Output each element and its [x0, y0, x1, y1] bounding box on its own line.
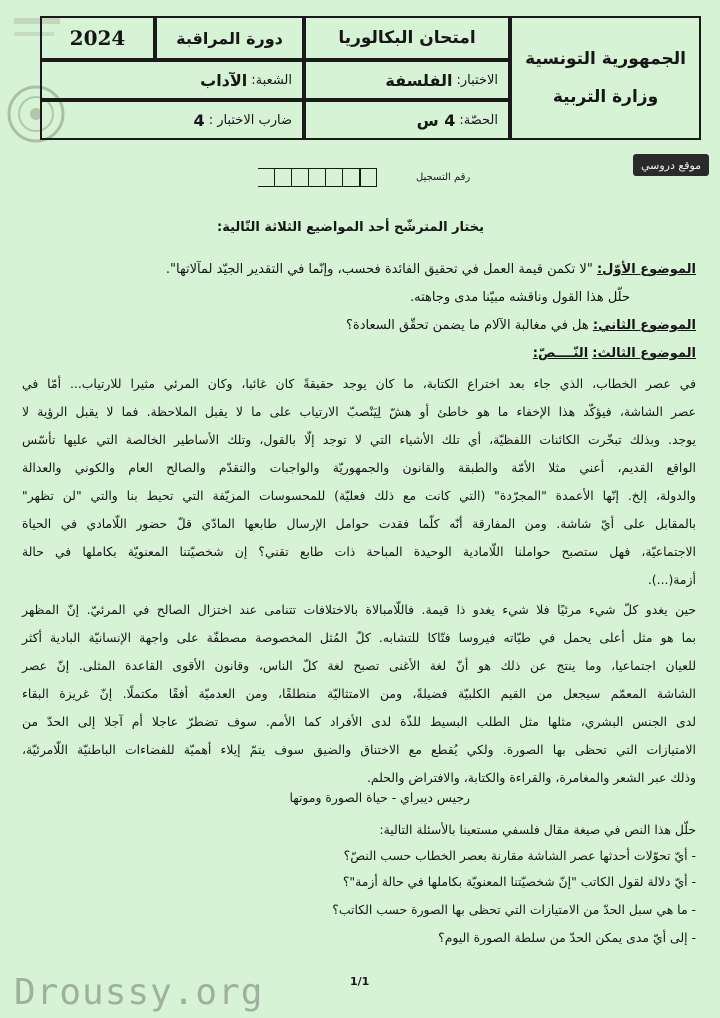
registration-boxes[interactable] — [258, 168, 377, 187]
duration-value: 4 س — [416, 110, 456, 130]
text-source: رجيس ديبراي - حياة الصورة وموتها — [289, 790, 470, 805]
topic-1-label: الموضوع الأوّل: — [596, 262, 696, 277]
site-watermark: Droussy.org — [14, 972, 264, 1013]
coefficient-value: 4 — [193, 110, 205, 130]
para-2-line: بما هو مثل أعلى يحمل في طيّاته فيروسا فتّاكا للتشابه. كلّ المُثل المخصوصة مصطفّة على واجهة الإنسانيّة البادية أكثر — [22, 630, 696, 645]
registration-box[interactable] — [326, 168, 343, 187]
registration-box[interactable] — [258, 168, 275, 187]
para-1-line: والدولة، إلخ. إنّها الأعمدة "المجرّدة" (التي كانت مع ذلك فعليّة) للمحسوسات المزيّفة التي تحيط بنا والتي "لن تظهر" — [22, 488, 696, 503]
subject-value: الفلسفة — [385, 70, 453, 90]
topic-3-label: الموضوع الثالث: — [592, 346, 696, 361]
instructions: حلّل هذا النص في صيغة مقال فلسفي مستعينا بالأسئلة التالية: — [379, 822, 696, 837]
exam-session: دورة المراقبة — [155, 16, 304, 60]
subject-label: الاختبار: — [456, 72, 498, 88]
para-2-line: وذلك عبر الشعر والمغامرة، والقراءة والكتابة، والافتراض والحلم. — [366, 770, 696, 785]
para-1-line: أزمة(...). — [647, 572, 696, 587]
para-2-line: الشاشة المعمّم سيجعل من القيم الكلبيّة فضيلةً، ومن الامتثاليّة منطلقًا، ومن العدميّة أفقًا مكتملًا. إنّ غريزة البقاء — [22, 686, 696, 701]
para-1-line: الواقع القديم، أعني مثلا الأمّة والطبقة والقانون والجمهوريّة والواجبات والتقدّم والصالح العام والكوني والعدالة — [22, 460, 696, 475]
para-2-line: حين يغدو كلّ شيء مرئيًا فلا شيء يغدو ذا قيمة. فاللّامبالاة بالاختلافات تتنامى عند اختزال الصالح في المرئيّ. إنّ المظهر — [22, 602, 696, 617]
intro-line: يختار المترشّح أحد المواضيع الثلاثة التّالية: — [217, 220, 484, 235]
topic-1-task: حلّل هذا القول وناقشه مبيّنا مدى وجاهته. — [409, 290, 630, 305]
registration-box[interactable] — [360, 168, 377, 187]
exam-header — [40, 16, 701, 140]
header-authority — [510, 16, 701, 140]
question-item: - إلى أيّ مدى يمكن الحدّ من سلطة الصورة اليوم؟ — [438, 930, 696, 945]
topic-2 — [346, 318, 696, 333]
para-1-line: بالمقابل على أيّ شاشة. ومن المفارقة أنّه كلّما فقدت حوامل الإرسال طابعها المادّي قلّ حضور اللّامادي في الحياة — [22, 516, 696, 531]
para-1-line: يوجد. وبذلك تبخّرت الكائنات اللفظيّة، أي تلك الأشياء التي لا توجد إلّا بالقول، وتلك الأساطير الخالصة التي عليها تأسّس — [22, 432, 696, 447]
registration-box[interactable] — [292, 168, 309, 187]
question-item: - ما هي سبل الحدّ من الامتيازات التي تحظى بها الصورة حسب الكاتب؟ — [332, 902, 696, 917]
registration-box[interactable] — [343, 168, 360, 187]
topic-3 — [533, 346, 696, 361]
duration-cell — [304, 100, 510, 140]
para-1-line: عصر الشاشة، فيؤكّد هذا الإخفاء ما هو خاطئ أو هشّ لِيَنْصبّ الارتياب على ما لا يقبل الملاحظة. فما لا يقبل الرؤية لا — [22, 404, 696, 419]
topic-2-question: هل في مغالبة الآلام ما يضمن تحقّق السعادة؟ — [345, 318, 589, 333]
question-item: - أيّ تحوّلات أحدثها عصر الشاشة مقارنة بعصر الخطاب حسب النصّ؟ — [343, 848, 696, 863]
question-item: - أيّ دلالة لقول الكاتب "إنّ شخصيّتنا المعنويّة بكاملها في حالة أزمة"؟ — [342, 874, 696, 889]
text-label: النّــــصّ: — [532, 346, 589, 361]
registration-box[interactable] — [309, 168, 326, 187]
para-2-line: الامتيازات التي تحظى بها الصورة. ولكي يُقطع مع الاختناق والضيق سوف يتمّ إيلاء أهميّة للفضاءات الباطنيّة اللّامرئيّة، — [22, 742, 696, 757]
registration-label: رقم التسجيل — [416, 172, 471, 183]
topic-1 — [166, 262, 696, 277]
coefficient-cell — [40, 100, 304, 140]
para-1-line: الاجتماعيّة، فهل ستصبح حواملنا اللّامادية الوحيدة المباحة ذات طابع تقني؟ إن شخصيّتنا المعنويّة بكاملها في حالة — [22, 544, 696, 559]
para-2-line: للعيان اجتماعيا، وما ينتج عن ذلك هو أنّ لغة الأغنى تصبح لغة كلّ الناس، وقانون الأقوى القاعدة المثلى. إنّ عصر — [22, 658, 696, 673]
page-number: 1/1 — [350, 975, 370, 988]
section-value: الآداب — [200, 70, 248, 90]
coefficient-label: ضارب الاختبار : — [208, 112, 292, 128]
para-1-line: في عصر الخطاب، الذي جاء بعد اختراع الكتابة، ما كان يوجد حقيقةً كان غائبا، وكان المرئي مثيرا للارتياب... أمّا في — [22, 376, 696, 391]
duration-label: الحصّة: — [459, 112, 498, 128]
site-badge: موقع دروسي — [633, 154, 709, 176]
ministry-name: وزارة التربية — [552, 87, 659, 107]
section-cell — [40, 60, 304, 100]
topic-1-quote: "لا تكمن قيمة العمل في تحقيق الفائدة فحسب، وإنّما في التقدير الجيّد لمآلاتها". — [165, 262, 593, 277]
registration-box[interactable] — [275, 168, 292, 187]
exam-year: 2024 — [40, 16, 155, 60]
subject-cell — [304, 60, 510, 100]
republic-name: الجمهورية التونسية — [525, 49, 686, 69]
para-2-line: لدى الجنس البشري، مثلها مثل الطلب البسيط للذّة لدى الأفراد كما الأمم. سوف تضطرّ عاجلا أم آجلا إلى الحدّ من — [22, 714, 696, 729]
exam-title: امتحان البكالوريا — [304, 16, 510, 60]
topic-2-label: الموضوع الثاني: — [592, 318, 696, 333]
section-label: الشعبة: — [251, 72, 292, 88]
